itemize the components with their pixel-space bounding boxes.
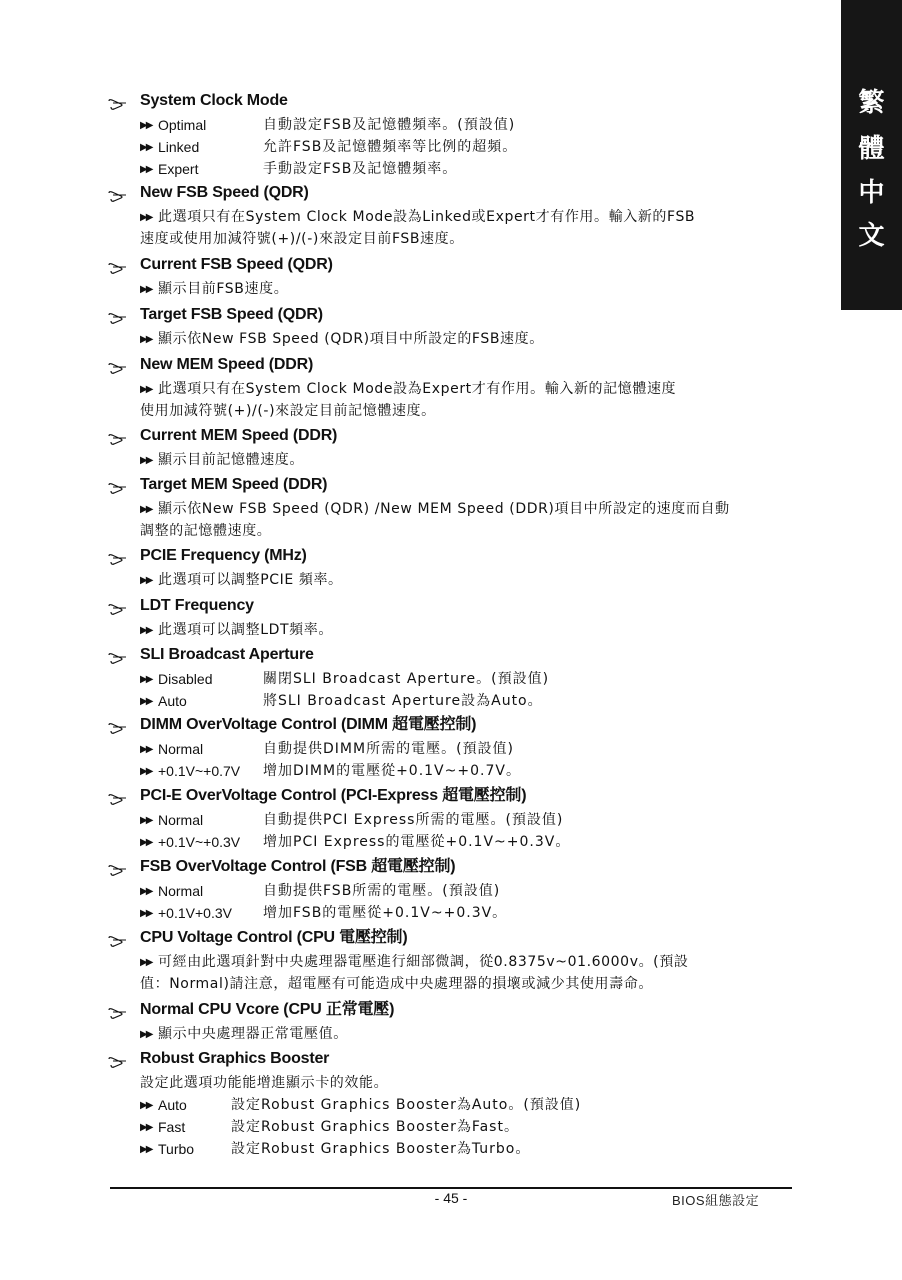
setting-title: Target MEM Speed (DDR) [140,476,328,493]
pointing-hand-icon [108,187,128,199]
setting-description [140,951,688,973]
pointing-hand-icon [108,95,128,107]
pointing-hand-icon [108,600,128,612]
option-name: +0.1V+0.3V [158,905,232,921]
option-name: +0.1V~+0.7V [158,763,241,779]
option-description: 將SLI Broadcast Aperture設為Auto。 [263,693,543,709]
setting-description [140,569,343,591]
setting-title: New MEM Speed (DDR) [140,356,314,373]
setting-description [140,328,544,350]
option-description: 設定Robust Graphics Booster為Turbo。 [231,1141,531,1157]
double-arrow-icon: ▶▶ [140,1122,152,1133]
pointing-hand-icon [108,861,128,873]
option-description: 自動提供PCI Express所需的電壓。(預設值) [263,812,564,828]
setting-description [140,278,288,300]
description-text: 顯示目前FSB速度。 [158,281,289,297]
language-tab-char: 體 [858,134,885,164]
option-row [140,809,800,831]
double-arrow-icon: ▶▶ [140,1144,152,1155]
option-description: 增加PCI Express的電壓從+0.1V~+0.3V。 [263,834,571,850]
double-arrow-icon: ▶▶ [140,625,152,636]
double-arrow-icon: ▶▶ [140,957,152,968]
double-arrow-icon: ▶▶ [140,284,152,295]
pointing-hand-icon [108,1004,128,1016]
pointing-hand-icon [108,790,128,802]
setting-title: Target FSB Speed (QDR) [140,306,323,323]
setting-description [140,1023,348,1045]
setting-title: System Clock Mode [140,92,288,109]
description-text: 速度或使用加減符號(+)/(-)來設定目前FSB速度。 [140,231,464,247]
language-tab-char: 繁 [858,88,885,118]
setting-title: PCI-E OverVoltage Control (PCI-Express 超電壓控制) [140,787,527,804]
double-arrow-icon: ▶▶ [140,142,152,153]
setting-title: Current MEM Speed (DDR) [140,427,338,444]
language-tab-char: 中 [858,178,885,208]
pointing-hand-icon [108,430,128,442]
option-row [140,136,800,158]
setting-description [140,498,730,520]
option-name: +0.1V~+0.3V [158,834,241,850]
page-number: - 45 - [434,1190,468,1206]
option-row [140,760,800,782]
double-arrow-icon: ▶▶ [140,575,152,586]
option-description: 允許FSB及記憶體頻率等比例的超頻。 [263,139,518,155]
double-arrow-icon: ▶▶ [140,120,152,131]
double-arrow-icon: ▶▶ [140,766,152,777]
double-arrow-icon: ▶▶ [140,1100,152,1111]
pointing-hand-icon [108,259,128,271]
setting-description [140,378,676,400]
setting-description [140,619,333,641]
option-description: 自動設定FSB及記憶體頻率。(預設值) [263,117,516,133]
option-name: Normal [158,741,204,757]
pointing-hand-icon [108,649,128,661]
setting-title: LDT Frequency [140,597,254,614]
language-tab [841,0,902,310]
pointing-hand-icon [108,932,128,944]
double-arrow-icon: ▶▶ [140,744,152,755]
option-name: Linked [158,139,200,155]
option-description: 增加FSB的電壓從+0.1V~+0.3V。 [263,905,508,921]
option-description: 自動提供DIMM所需的電壓。(預設值) [263,741,514,757]
option-row [140,668,800,690]
setting-title: New FSB Speed (QDR) [140,184,309,201]
setting-title: Normal CPU Vcore (CPU 正常電壓) [140,1001,395,1018]
option-name: Normal [158,883,204,899]
setting-description [140,449,304,471]
language-tab-char: 文 [858,221,885,251]
option-description: 手動設定FSB及記憶體頻率。 [263,161,458,177]
double-arrow-icon: ▶▶ [140,212,152,223]
setting-description [140,206,695,228]
double-arrow-icon: ▶▶ [140,815,152,826]
double-arrow-icon: ▶▶ [140,674,152,685]
double-arrow-icon: ▶▶ [140,1029,152,1040]
setting-title: Robust Graphics Booster [140,1050,330,1067]
option-row [140,1116,800,1138]
pointing-hand-icon [108,1053,128,1065]
option-row [140,902,800,924]
double-arrow-icon: ▶▶ [140,455,152,466]
option-name: Turbo [158,1141,195,1157]
double-arrow-icon: ▶▶ [140,504,152,515]
setting-description [140,228,464,250]
pointing-hand-icon [108,550,128,562]
setting-title: SLI Broadcast Aperture [140,646,314,663]
setting-intro: 設定此選項功能能增進顯示卡的效能。 [140,1075,389,1091]
option-name: Auto [158,1097,187,1113]
setting-description [140,973,653,995]
option-name: Fast [158,1119,186,1135]
description-text: 此選項可以調整LDT頻率。 [158,622,333,638]
footer-rule [110,1187,792,1189]
option-row [140,1138,800,1160]
double-arrow-icon: ▶▶ [140,886,152,897]
option-row [140,831,800,853]
option-row [140,158,800,180]
pointing-hand-icon [108,359,128,371]
description-text: 值：Normal)請注意，超電壓有可能造成中央處理器的損壞或減少其使用壽命。 [140,976,653,992]
option-description: 自動提供FSB所需的電壓。(預設值) [263,883,501,899]
description-text: 可經由此選項針對中央處理器電壓進行細部微調，從0.8375v~01.6000v。(預設 [158,954,689,970]
option-row [140,1094,800,1116]
double-arrow-icon: ▶▶ [140,384,152,395]
setting-description [140,520,271,542]
description-text: 此選項只有在System Clock Mode設為Expert才有作用。輸入新的記憶體速度 [158,381,677,397]
option-name: Normal [158,812,204,828]
setting-description [140,400,436,422]
option-row [140,738,800,760]
option-description: 設定Robust Graphics Booster為Fast。 [231,1119,519,1135]
description-text: 顯示目前記憶體速度。 [158,452,304,468]
double-arrow-icon: ▶▶ [140,837,152,848]
option-name: Optimal [158,117,207,133]
pointing-hand-icon [108,309,128,321]
option-name: Auto [158,693,187,709]
description-text: 調整的記憶體速度。 [140,523,272,539]
description-text: 此選項可以調整PCIE 頻率。 [158,572,343,588]
double-arrow-icon: ▶▶ [140,908,152,919]
option-name: Disabled [158,671,213,687]
description-text: 顯示依New FSB Speed (QDR) /New MEM Speed (DDR)項目中所設定的速度而自動 [158,501,730,517]
description-text: 顯示中央處理器正常電壓值。 [158,1026,348,1042]
setting-title: CPU Voltage Control (CPU 電壓控制) [140,929,408,946]
option-row [140,690,800,712]
option-name: Expert [158,161,199,177]
option-description: 增加DIMM的電壓從+0.1V~+0.7V。 [263,763,521,779]
option-row [140,114,800,136]
footer-label: BIOS組態設定 [672,1193,760,1208]
double-arrow-icon: ▶▶ [140,334,152,345]
setting-title: FSB OverVoltage Control (FSB 超電壓控制) [140,858,456,875]
pointing-hand-icon [108,479,128,491]
setting-title: Current FSB Speed (QDR) [140,256,333,273]
setting-title: PCIE Frequency (MHz) [140,547,307,564]
description-text: 顯示依New FSB Speed (QDR)項目中所設定的FSB速度。 [158,331,544,347]
option-row [140,880,800,902]
option-description: 設定Robust Graphics Booster為Auto。(預設值) [231,1097,582,1113]
setting-title: DIMM OverVoltage Control (DIMM 超電壓控制) [140,716,477,733]
description-text: 此選項只有在System Clock Mode設為Linked或Expert才有作用。輸入新的FSB [158,209,696,225]
pointing-hand-icon [108,719,128,731]
option-description: 關閉SLI Broadcast Aperture。(預設值) [263,671,550,687]
double-arrow-icon: ▶▶ [140,164,152,175]
description-text: 使用加減符號(+)/(-)來設定目前記憶體速度。 [140,403,436,419]
double-arrow-icon: ▶▶ [140,696,152,707]
